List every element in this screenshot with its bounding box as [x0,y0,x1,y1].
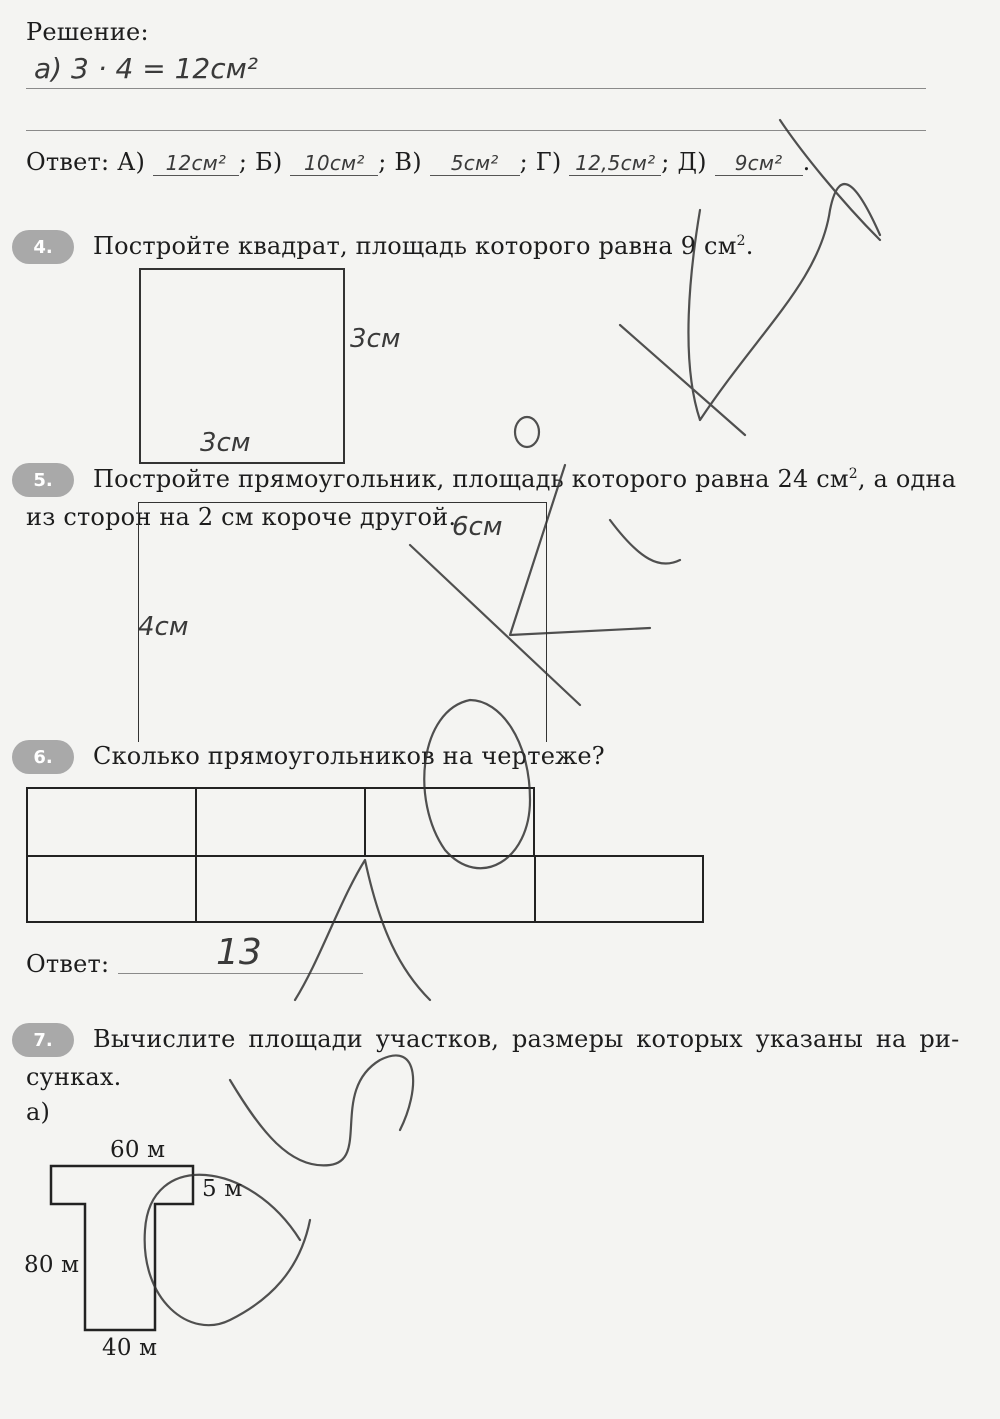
solution-work-line: а) 3 · 4 = 12см² [34,52,258,85]
task6-text: Сколько прямоугольников на чертеже? [93,742,605,770]
answer3-letter-e: Д) [677,148,707,176]
task4-number-badge: 4. [12,230,74,264]
task7-t-shape [51,1166,193,1330]
task7-sub-a: а) [26,1098,51,1126]
scribble-stroke [515,417,539,447]
scribble-stroke [230,1055,413,1165]
answer3-sep-c: ; [519,148,528,176]
task4-text-tail: . [745,232,754,260]
task6-answer-value: 13 [216,932,262,973]
scribble-stroke [295,860,430,1000]
task5-text-tail: , а одна [857,465,957,493]
answer3-value-e: 9см² [715,151,803,176]
task7-dim-top: 60 м [110,1137,166,1163]
answer3-sep-b: ; [378,148,387,176]
task4-side-label: 3см [350,324,401,354]
answer3-value-b: 10см² [290,151,378,176]
task5-text-line2: из сторон на 2 см короче другой. [26,503,457,531]
answer3-letter-d: Г) [535,148,562,176]
answer3-letter-b: Б) [255,148,283,176]
scribble-stroke [424,700,530,868]
answer3-prefix: Ответ: [26,148,110,176]
answer3-sep-e: . [802,148,811,176]
task7-text-line2: сунках. [26,1063,122,1091]
answer3-sep-a: ; [238,148,248,176]
task7-number-badge: 7. [12,1023,74,1057]
solution-label: Решение: [26,18,149,46]
pencil-scribble [145,120,880,1325]
task6-number-badge: 6. [12,740,74,774]
task5-side-label: 4см [138,612,189,642]
task7-text-line1: Вычислите площади участков, размеры которых указаны на ри- [93,1025,960,1053]
answer3-sep-d: ; [661,148,670,176]
answer3-value-d: 12,5см² [569,151,661,176]
answer3-letter-c: В) [394,148,422,176]
scribble-stroke [780,120,880,240]
answer3-value-c: 5см² [430,151,520,176]
scribble-stroke [620,184,880,435]
task7-dim-bottom: 40 м [102,1335,158,1361]
task4-text-main: Постройте квадрат, площадь которого равна 9 см [93,232,737,260]
task5-top-label: 6см [452,512,503,542]
task6-answer-prefix: Ответ: [26,950,110,978]
task4-text-sup: 2 [736,233,746,249]
task5-number-badge: 5. [12,463,74,497]
task5-text-sup: 2 [848,466,858,482]
task5-text-main: Постройте прямоугольник, площадь которого равна 24 см [93,465,849,493]
scribble-stroke [410,465,650,705]
answer3-value-a: 12см² [153,151,239,176]
task4-bottom-label: 3см [200,428,251,458]
scribble-stroke [610,520,680,564]
task7-dim-left: 80 м [24,1252,80,1278]
answer3-letter-a: А) [117,148,146,176]
task7-dim-right: 5 м [202,1176,243,1202]
